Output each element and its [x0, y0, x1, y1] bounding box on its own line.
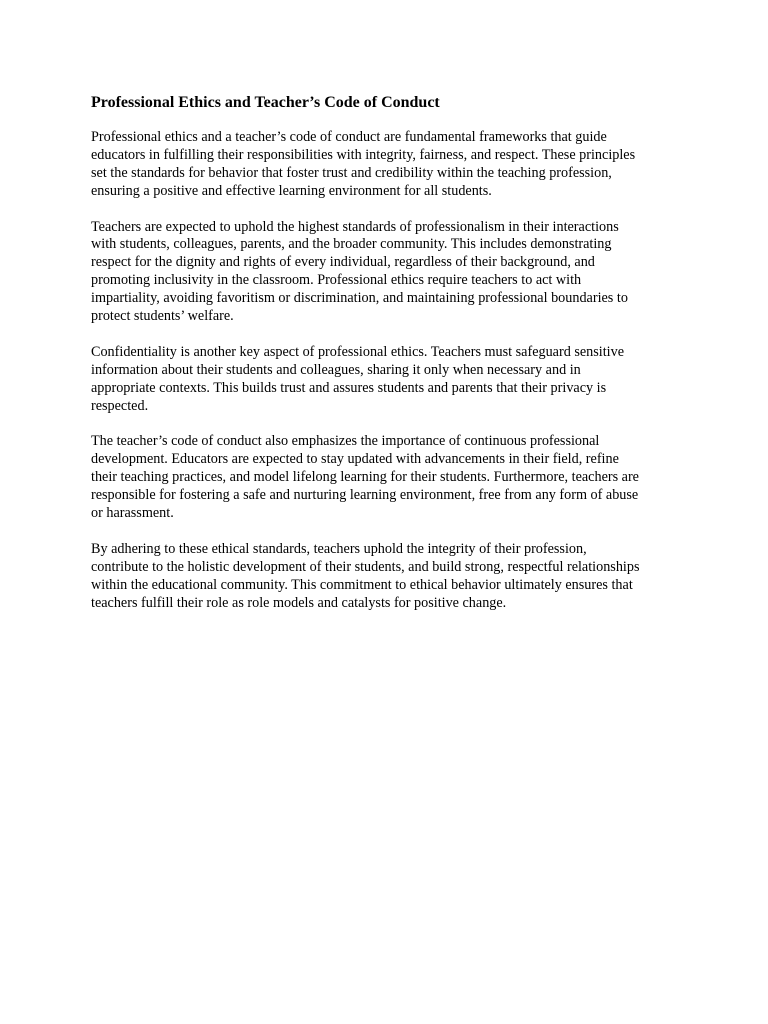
paragraph-line: protect students’ welfare.	[91, 308, 234, 325]
paragraph-line: respected.	[91, 397, 149, 414]
paragraph-line: within the educational community. This commitment to ethical behavior ultimately ensures that	[91, 576, 633, 593]
paragraph-line: By adhering to these ethical standards, teachers uphold the integrity of their profession,	[91, 540, 587, 557]
paragraph-line: Teachers are expected to uphold the highest standards of professionalism in their interactions	[91, 218, 619, 235]
document-body	[91, 93, 691, 630]
paragraph-line: Professional ethics and a teacher’s code of conduct are fundamental frameworks that guide	[91, 129, 607, 145]
paragraph	[91, 344, 691, 416]
paragraph-line: promoting inclusivity in the classroom. Professional ethics require teachers to act with	[91, 272, 582, 289]
paragraph	[91, 433, 691, 523]
paragraph-container	[91, 129, 691, 612]
paragraph-line: The teacher’s code of conduct also emphasizes the importance of continuous professional	[91, 433, 600, 450]
paragraph	[91, 219, 691, 326]
paragraph-line: responsible for fostering a safe and nurturing learning environment, free from any form of abuse	[91, 487, 639, 504]
paragraph-line: their teaching practices, and model lifelong learning for their students. Furthermore, teachers are	[91, 469, 639, 486]
paragraph-line: respect for the dignity and rights of every individual, regardless of their background, and	[91, 254, 595, 271]
paragraph-line: appropriate contexts. This builds trust and assures students and parents that their privacy is	[91, 379, 607, 396]
paragraph	[91, 541, 691, 613]
paragraph-line: set the standards for behavior that foster trust and credibility within the teaching profession,	[91, 164, 612, 181]
paragraph-line: or harassment.	[91, 504, 174, 521]
paragraph-line: information about their students and colleagues, sharing it only when necessary and in	[91, 361, 581, 378]
paragraph-line: impartiality, avoiding favoritism or discrimination, and maintaining professional boundaries to	[91, 290, 628, 307]
paragraph-line: ensuring a positive and effective learning environment for all students.	[91, 182, 492, 199]
paragraph-line: teachers fulfill their role as role models and catalysts for positive change.	[91, 594, 507, 611]
paragraph-line: contribute to the holistic development of their students, and build strong, respectful relationships	[91, 558, 640, 575]
paragraph-line: educators in fulfilling their responsibilities with integrity, fairness, and respect. These principles	[91, 146, 636, 163]
paragraph-line: Confidentiality is another key aspect of professional ethics. Teachers must safeguard sensitive	[91, 343, 624, 360]
paragraph	[91, 129, 691, 201]
paragraph-line: development. Educators are expected to stay updated with advancements in their field, refine	[91, 451, 619, 468]
paragraph-line: with students, colleagues, parents, and the broader community. This includes demonstrating	[91, 236, 612, 253]
document-title: Professional Ethics and Teacher’s Code of Conduct	[91, 94, 440, 111]
